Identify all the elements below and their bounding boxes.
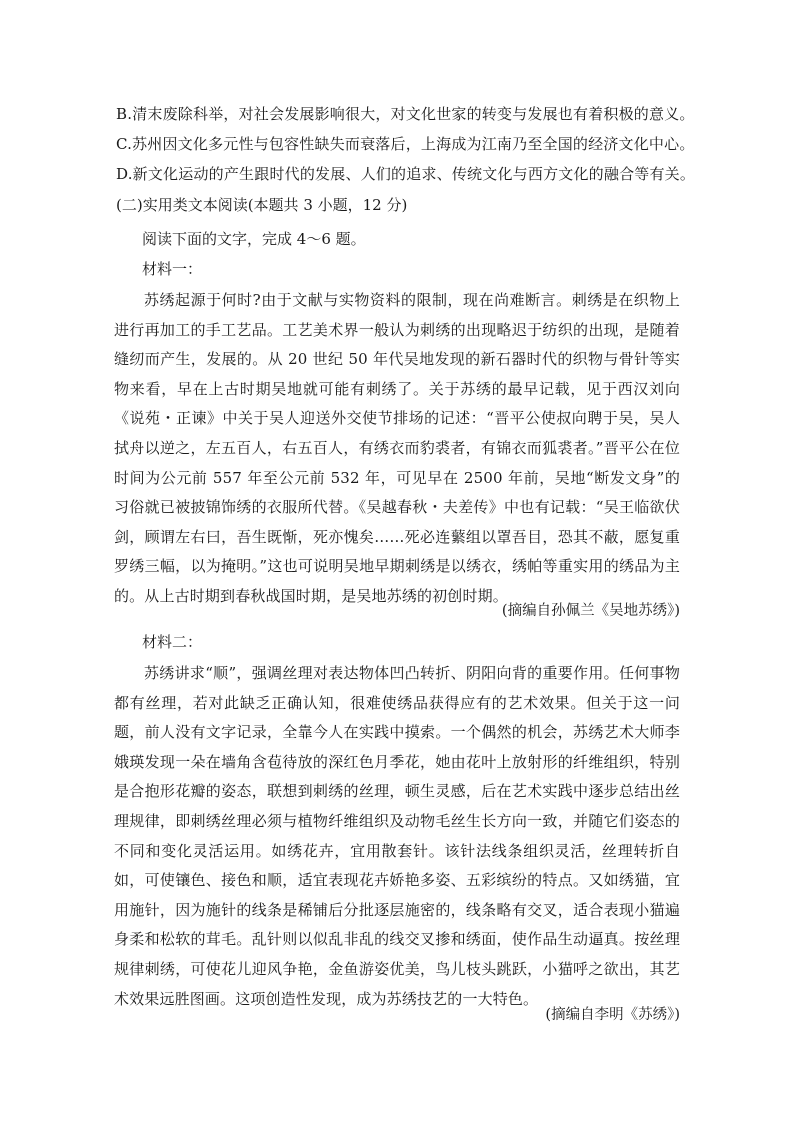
material-two-source: (摘编自李明《苏绣》) — [545, 1007, 680, 1023]
section-title: (二)实用类文本阅读(本题共 3 小题，12 分) — [116, 196, 408, 214]
material-one-body: 苏绣起源于何时?由于文献与实物资料的限制，现在尚难断言。刺绣是在织物上进行再加工的手工艺品。工艺美术界一般认为刺绣的出现略迟于纺织的出现，是随着缝纫而产生，发展的。从 20 世纪 50 年代吴地发现的新石器时代的织物与骨针等实物来看，早在上古时期吴地就可能有刺绣了。关于苏绣的最早记载，见于西汉刘向《说苑・正谏》中关于吴人迎送外交使节排场的记述：“晋平公使叔向聘于吴，吴人拭舟以逆之，左五百人，右五百人，有绣衣而豹裘者，有锦衣而狐裘者。”晋平公在位时间为公元前 557 年至公元前 532 年，可见早在 2500 年前，吴地“断发文身”的习俗就已被披锦饰绣的衣服所代替。《吴越春秋・夫差传》中也有记载：“吴王临欲伏剑，顾谓左右曰，吾生既惭，死亦愧矣……死必连蘩组以罩吾目，恐其不蔽，愿复重罗绣三幅，以为掩明。”这也可说明吴地早期刺绣是以绣衣，绣帕等重实用的绣品为主的。从上古时期到春秋战国时期，是吴地苏绣的初创时期。 — [114, 291, 680, 605]
reading-instruction: 阅读下面的文字，完成 4～6 题。 — [142, 230, 366, 248]
option-c: C.苏州因文化多元性与包容性缺失而衰落后，上海成为江南乃至全国的经济文化中心。 — [116, 135, 695, 153]
option-d: D.新文化运动的产生跟时代的发展、人们的追求、传统文化与西方文化的融合等有关。 — [116, 165, 696, 183]
material-one-source: (摘编自孙佩兰《吴地苏绣》) — [501, 603, 680, 619]
material-two-body: 苏绣讲求“顺”，强调丝理对表达物体凹凸转折、阴阳向背的重要作用。任何事物都有丝理，若对此缺乏正确认知，很难使绣品获得应有的艺术效果。但关于这一问题，前人没有文字记录，全靠今人在实践中摸索。一个偶然的机会，苏绣艺术大师李娥瑛发现一朵在墙角含苞待放的深红色月季花，她由花叶上放射形的纤维组织，特别是合抱形花瓣的姿态，联想到刺绣的丝理，顿生灵感，后在艺术实践中逐步总结出丝理规律，即刺绣丝理必须与植物纤维组织及动物毛丝生长方向一致，并随它们姿态的不同和变化灵活运用。如绣花卉，宜用散套针。该针法线条组织灵活，丝理转折自如，可使镶色、接色和顺，适宜表现花卉娇艳多姿、五彩缤纷的特点。又如绣猫，宜用施针，因为施针的线条是稀铺后分批逐层施密的，线条略有交叉，适合表现小猫遍身柔和松软的茸毛。乱针则以似乱非乱的线交叉掺和绣面，使作品生动逼真。按丝理规律刺绣，可使花儿迎风争艳，金鱼游姿优美，鸟儿枝头跳跃，小猫呼之欲出，其艺术效果远胜图画。这项创造性发现，成为苏绣技艺的一大特色。 — [114, 664, 680, 1008]
option-b: B.清末废除科举，对社会发展影响很大，对文化世家的转变与发展也有着积极的意义。 — [116, 105, 695, 123]
material-two-heading: 材料二： — [142, 633, 203, 651]
material-one-heading: 材料一： — [142, 260, 203, 278]
